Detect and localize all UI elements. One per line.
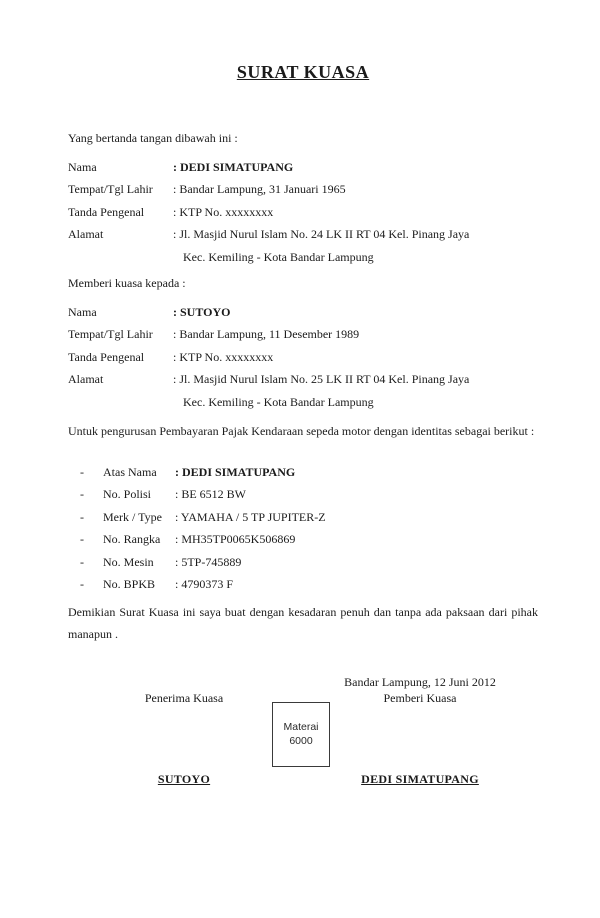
grantor-row-nama bbox=[68, 156, 538, 179]
opening-statement: Yang bertanda tangan dibawah ini : bbox=[68, 131, 238, 145]
grantor-row-alamat bbox=[68, 223, 538, 246]
dash-bullet: - bbox=[80, 554, 84, 569]
field-label-tanda-pengenal: Tanda Pengenal bbox=[68, 204, 145, 219]
vehicle-row-merk-type bbox=[68, 506, 538, 529]
signature-role-pemberi-kuasa: Pemberi Kuasa bbox=[383, 690, 457, 705]
grantee-alamat-line2: Kec. Kemiling - Kota Bandar Lampung bbox=[183, 394, 374, 409]
field-value-tempat-tgl-lahir: : Bandar Lampung, 11 Desember 1989 bbox=[173, 327, 360, 341]
field-label-nama: Nama bbox=[68, 159, 97, 174]
field-label-tanda-pengenal: Tanda Pengenal bbox=[68, 349, 145, 364]
dash-bullet: - bbox=[80, 509, 84, 524]
grantor-identity-block bbox=[68, 156, 538, 269]
vehicle-row-no-mesin bbox=[68, 551, 538, 574]
grantor-row-tempat-tgl-lahir bbox=[68, 178, 538, 201]
transition-statement: Memberi kuasa kepada : bbox=[68, 276, 186, 290]
dash-bullet: - bbox=[80, 487, 84, 501]
field-value-alamat: : Jl. Masjid Nurul Islam No. 24 LK II RT 04 Kel. Pinang Jaya bbox=[173, 227, 470, 241]
materai-stamp-box bbox=[272, 702, 330, 767]
grantee-row-tanda-pengenal bbox=[68, 346, 538, 369]
vehicle-value-merk-type: : YAMAHA / 5 TP JUPITER-Z bbox=[175, 509, 326, 524]
field-label-alamat: Alamat bbox=[68, 227, 104, 241]
vehicle-label-no-bpkb: No. BPKB bbox=[103, 577, 156, 591]
field-label-tempat-tgl-lahir: Tempat/Tgl Lahir bbox=[68, 327, 153, 341]
field-value-nama: : DEDI SIMATUPANG bbox=[173, 159, 294, 174]
vehicle-row-no-bpkb bbox=[68, 573, 538, 596]
field-value-nama: : SUTOYO bbox=[173, 304, 231, 319]
signature-role-penerima-kuasa: Penerima Kuasa bbox=[144, 690, 224, 705]
vehicle-value-atas-nama: : DEDI SIMATUPANG bbox=[175, 464, 296, 479]
vehicle-value-no-polisi: : BE 6512 BW bbox=[175, 487, 246, 501]
vehicle-label-atas-nama: Atas Nama bbox=[103, 464, 157, 479]
vehicle-value-no-rangka: : MH35TP0065K506869 bbox=[175, 532, 296, 546]
materai-stamp-line2: 6000 bbox=[289, 735, 313, 747]
grantor-alamat-line2: Kec. Kemiling - Kota Bandar Lampung bbox=[183, 249, 374, 264]
vehicle-value-no-mesin: : 5TP-745889 bbox=[175, 554, 242, 569]
materai-stamp-line1: Materai bbox=[283, 721, 319, 733]
signature-name-dedi-simatupang: DEDI SIMATUPANG bbox=[361, 771, 479, 786]
field-label-alamat: Alamat bbox=[68, 372, 104, 386]
purpose-statement: Untuk pengurusan Pembayaran Pajak Kendaraan sepeda motor dengan identitas sebagai berikut : bbox=[68, 424, 535, 438]
signature-name-sutoyo: SUTOYO bbox=[157, 771, 211, 786]
vehicle-label-no-polisi: No. Polisi bbox=[103, 487, 152, 501]
vehicle-value-no-bpkb: : 4790373 F bbox=[175, 577, 234, 591]
field-label-nama: Nama bbox=[68, 304, 97, 319]
grantee-row-alamat bbox=[68, 368, 538, 391]
grantee-row-nama bbox=[68, 301, 538, 324]
vehicle-row-no-polisi bbox=[68, 483, 538, 506]
field-value-tempat-tgl-lahir: : Bandar Lampung, 31 Januari 1965 bbox=[173, 182, 346, 196]
vehicle-label-merk-type: Merk / Type bbox=[103, 509, 162, 524]
grantee-row-tempat-tgl-lahir bbox=[68, 323, 538, 346]
vehicle-row-no-rangka bbox=[68, 528, 538, 551]
field-value-alamat: : Jl. Masjid Nurul Islam No. 25 LK II RT 04 Kel. Pinang Jaya bbox=[173, 372, 470, 386]
vehicle-row-atas-nama bbox=[68, 461, 538, 484]
signature-place-date: Bandar Lampung, 12 Juni 2012 bbox=[344, 674, 496, 689]
dash-bullet: - bbox=[80, 577, 84, 591]
vehicle-label-no-mesin: No. Mesin bbox=[103, 554, 154, 569]
vehicle-detail-list bbox=[68, 461, 538, 596]
field-value-tanda-pengenal: : KTP No. xxxxxxxx bbox=[173, 204, 274, 219]
field-label-tempat-tgl-lahir: Tempat/Tgl Lahir bbox=[68, 182, 153, 196]
field-value-tanda-pengenal: : KTP No. xxxxxxxx bbox=[173, 349, 274, 364]
dash-bullet: - bbox=[80, 464, 84, 479]
closing-statement: Demikian Surat Kuasa ini saya buat dengan kesadaran penuh dan tanpa ada paksaan dari pihak manapun . bbox=[68, 604, 538, 641]
grantor-row-tanda-pengenal bbox=[68, 201, 538, 224]
vehicle-label-no-rangka: No. Rangka bbox=[103, 532, 161, 546]
grantee-identity-block bbox=[68, 301, 538, 414]
dash-bullet: - bbox=[80, 532, 84, 546]
document-title: SURAT KUASA bbox=[236, 62, 370, 82]
signature-section bbox=[0, 672, 600, 822]
